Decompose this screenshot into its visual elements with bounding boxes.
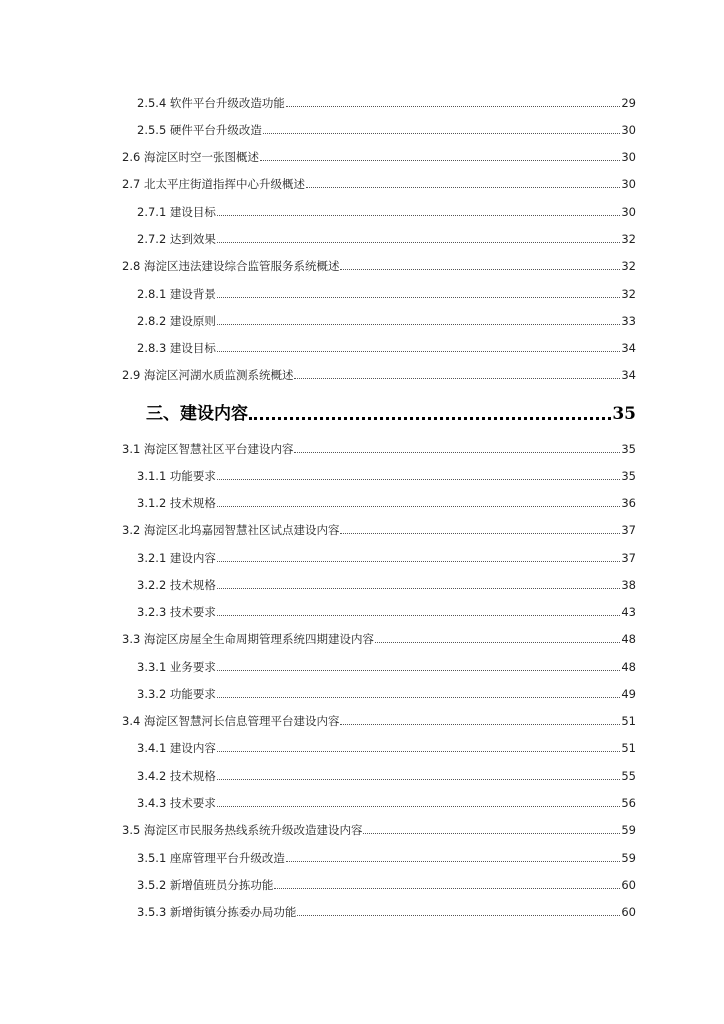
toc-leader-dots <box>217 214 620 216</box>
toc-entry-page: 30 <box>621 150 636 164</box>
toc-leader-dots <box>286 105 620 107</box>
toc-chapter-page: 35 <box>612 404 636 424</box>
toc-entry-page: 29 <box>621 96 636 110</box>
toc-leader-dots <box>217 696 620 698</box>
toc-entry-2-8-3[interactable] <box>137 341 636 355</box>
toc-entry-title: 3.4.2 技术规格 <box>137 769 216 783</box>
toc-entry-title: 3.4.3 技术要求 <box>137 796 216 810</box>
toc-entry-title: 2.5.4 软件平台升级改造功能 <box>137 96 285 110</box>
toc-entry-2-5-5[interactable] <box>137 123 636 137</box>
toc-entry-title: 3.5.1 座席管理平台升级改造 <box>137 851 285 865</box>
toc-entry-3-2[interactable] <box>122 523 636 537</box>
toc-leader-dots <box>217 587 620 589</box>
toc-entry-2-5-4[interactable] <box>137 96 636 110</box>
toc-entry-3-1-2[interactable] <box>137 496 636 510</box>
toc-entry-title: 2.8.3 建设目标 <box>137 341 216 355</box>
toc-leader-dots <box>340 532 620 534</box>
toc-entry-page: 48 <box>621 660 636 674</box>
toc-entry-title: 3.5.2 新增值班员分拣功能 <box>137 878 274 892</box>
toc-entry-3-5[interactable] <box>122 823 636 837</box>
toc-entry-3-1[interactable] <box>122 442 636 456</box>
toc-entry-page: 37 <box>621 523 636 537</box>
toc-entry-page: 51 <box>621 714 636 728</box>
toc-entry-title: 3.2.1 建设内容 <box>137 551 216 565</box>
toc-leader-dots <box>217 750 620 752</box>
toc-entry-page: 30 <box>621 123 636 137</box>
toc-entry-2-8-2[interactable] <box>137 314 636 328</box>
toc-entry-page: 34 <box>621 368 636 382</box>
toc-entry-page: 33 <box>621 314 636 328</box>
toc-entry-3-2-1[interactable] <box>137 551 636 565</box>
toc-entry-2-7[interactable] <box>122 177 636 191</box>
toc-entry-title: 2.8.1 建设背景 <box>137 287 216 301</box>
toc-entry-page: 43 <box>621 605 636 619</box>
toc-entry-page: 37 <box>621 551 636 565</box>
toc-leader-dots <box>294 377 620 379</box>
toc-leader-dots <box>217 560 620 562</box>
toc-entry-title: 3.1.2 技术规格 <box>137 496 216 510</box>
toc-entry-page: 55 <box>621 769 636 783</box>
toc-leader-dots <box>294 451 620 453</box>
toc-entry-3-5-3[interactable] <box>137 905 636 919</box>
toc-entry-title: 3.2.2 技术规格 <box>137 578 216 592</box>
toc-entry-title: 2.8 海淀区违法建设综合监管服务系统概述 <box>122 259 340 273</box>
toc-entry-page: 30 <box>621 177 636 191</box>
toc-entry-3-5-2[interactable] <box>137 878 636 892</box>
toc-entry-3-4-3[interactable] <box>137 796 636 810</box>
toc-entry-title: 2.5.5 硬件平台升级改造 <box>137 123 262 137</box>
toc-leader-dots <box>217 323 620 325</box>
toc-entry-3-4[interactable] <box>122 714 636 728</box>
toc-entry-3-2-3[interactable] <box>137 605 636 619</box>
toc-entry-title: 2.7.2 达到效果 <box>137 232 216 246</box>
toc-entry-page: 30 <box>621 205 636 219</box>
toc-entry-3-5-1[interactable] <box>137 851 636 865</box>
toc-leader-dots <box>217 241 620 243</box>
toc-entry-3-4-1[interactable] <box>137 741 636 755</box>
toc-chapter-3[interactable] <box>146 404 636 424</box>
toc-entry-title: 2.7.1 建设目标 <box>137 205 216 219</box>
toc-entry-title: 3.3 海淀区房屋全生命周期管理系统四期建设内容 <box>122 632 374 646</box>
toc-entry-page: 59 <box>621 851 636 865</box>
toc-entry-3-1-1[interactable] <box>137 469 636 483</box>
toc-entry-page: 51 <box>621 741 636 755</box>
toc-entry-title: 3.3.2 功能要求 <box>137 687 216 701</box>
toc-entry-page: 56 <box>621 796 636 810</box>
toc-leader-dots <box>217 350 620 352</box>
toc-leader-dots <box>306 186 620 188</box>
toc-leader-dots <box>340 723 620 725</box>
toc-entry-3-3-2[interactable] <box>137 687 636 701</box>
toc-entry-title: 2.9 海淀区河湖水质监测系统概述 <box>122 368 294 382</box>
toc-leader-dots <box>217 614 620 616</box>
toc-entry-3-2-2[interactable] <box>137 578 636 592</box>
toc-entry-page: 32 <box>621 259 636 273</box>
toc-entry-title: 3.5 海淀区市民服务热线系统升级改造建设内容 <box>122 823 363 837</box>
toc-entry-title: 2.8.2 建设原则 <box>137 314 216 328</box>
toc-chapter-title: 三、建设内容 <box>146 404 248 424</box>
toc-entry-title: 3.3.1 业务要求 <box>137 660 216 674</box>
toc-entry-title: 3.4.1 建设内容 <box>137 741 216 755</box>
toc-entry-title: 2.7 北太平庄街道指挥中心升级概述 <box>122 177 305 191</box>
toc-entry-page: 59 <box>621 823 636 837</box>
toc-leader-dots <box>263 132 620 134</box>
toc-leader-dots <box>274 887 620 889</box>
toc-entry-title: 3.2.3 技术要求 <box>137 605 216 619</box>
toc-entry-2-6[interactable] <box>122 150 636 164</box>
toc-entry-page: 36 <box>621 496 636 510</box>
toc-entry-3-4-2[interactable] <box>137 769 636 783</box>
toc-leader-dots <box>217 478 620 480</box>
toc-entry-page: 49 <box>621 687 636 701</box>
toc-entry-title: 3.2 海淀区北坞嘉园智慧社区试点建设内容 <box>122 523 340 537</box>
toc-leader-dots <box>340 268 620 270</box>
toc-entry-2-9[interactable] <box>122 368 636 382</box>
toc-leader-dots <box>217 296 620 298</box>
toc-leader-dots <box>217 505 620 507</box>
toc-entry-page: 32 <box>621 232 636 246</box>
toc-entry-page: 60 <box>621 905 636 919</box>
toc-leader-dots <box>363 832 620 834</box>
toc-entry-page: 60 <box>621 878 636 892</box>
toc-entry-page: 32 <box>621 287 636 301</box>
toc-entry-title: 2.6 海淀区时空一张图概述 <box>122 150 259 164</box>
toc-entry-title: 3.5.3 新增街镇分拣委办局功能 <box>137 905 297 919</box>
toc-leader-dots <box>375 641 620 643</box>
toc-entry-page: 34 <box>621 341 636 355</box>
toc-entry-3-3-1[interactable] <box>137 660 636 674</box>
toc-entry-title: 3.4 海淀区智慧河长信息管理平台建设内容 <box>122 714 340 728</box>
toc-entry-page: 38 <box>621 578 636 592</box>
toc-entry-2-7-2[interactable] <box>137 232 636 246</box>
toc-entry-3-3[interactable] <box>122 632 636 646</box>
toc-leader-dots <box>297 914 620 916</box>
toc-entry-title: 3.1 海淀区智慧社区平台建设内容 <box>122 442 294 456</box>
toc-leader-dots <box>249 416 611 420</box>
toc-entry-title: 3.1.1 功能要求 <box>137 469 216 483</box>
toc-leader-dots <box>217 805 620 807</box>
toc-leader-dots <box>286 860 620 862</box>
toc-leader-dots <box>260 159 620 161</box>
toc-entry-page: 35 <box>621 469 636 483</box>
toc-entry-2-7-1[interactable] <box>137 205 636 219</box>
toc-entry-2-8[interactable] <box>122 259 636 273</box>
toc-leader-dots <box>217 778 620 780</box>
toc-entry-2-8-1[interactable] <box>137 287 636 301</box>
toc-leader-dots <box>217 669 620 671</box>
toc-entry-page: 35 <box>621 442 636 456</box>
toc-entry-page: 48 <box>621 632 636 646</box>
